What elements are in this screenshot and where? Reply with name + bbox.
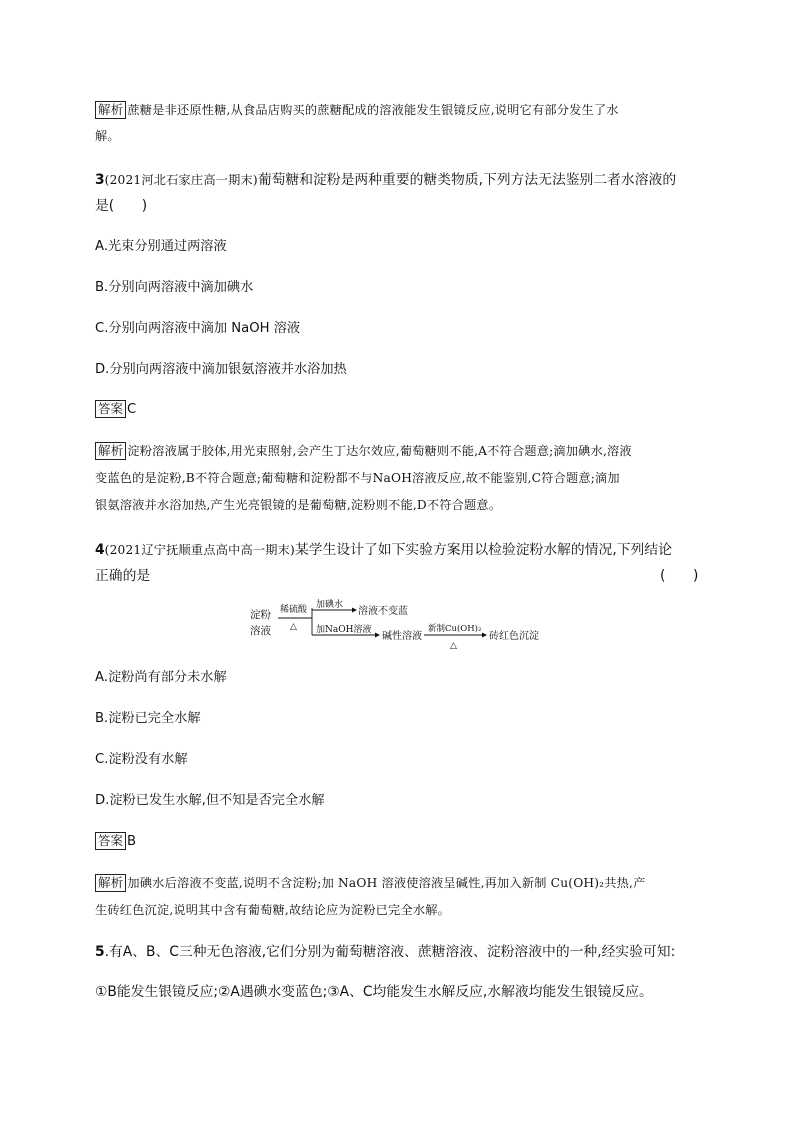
q4-answer: 答案 B xyxy=(95,832,136,852)
analysis-tag: 解析 xyxy=(95,442,126,460)
q4-option-a: A.淀粉尚有部分未水解 xyxy=(95,670,227,685)
reagent1-label: 稀硫酸 xyxy=(280,605,308,615)
q3-analysis-line3: 银氨溶液并水浴加热,产生光亮银镜的是葡萄糖,淀粉则不能,D不符合题意。 xyxy=(95,498,502,512)
arrow2-head xyxy=(352,608,357,613)
q3-stem-line1: 3(2021河北石家庄高一期末)葡萄糖和淀粉是两种重要的糖类物质,下列方法无法鉴别二者水溶液的 xyxy=(95,172,677,188)
q5-stem-line2: ①B能发生银镜反应;②A遇碘水变蓝色;③A、C均能发生水解反应,水解液均能发生银镜反应。 xyxy=(95,984,653,1000)
branch2-result: 碱性溶液 xyxy=(382,631,422,642)
q4-analysis-line2: 生砖红色沉淀,说明其中含有葡萄糖,故结论应为淀粉已完全水解。 xyxy=(95,903,450,917)
arrow4-head xyxy=(482,633,487,638)
q4-analysis-line1: 解析 加碘水后溶液不变蓝,说明不含淀粉;加 NaOH 溶液使溶液呈碱性,再加入新制 Cu(OH)₂共热,产 xyxy=(95,873,646,893)
experiment-flow-diagram xyxy=(248,598,548,656)
q3-answer: 答案 C xyxy=(95,400,136,420)
q5-stem-line1: 5.有A、B、C三种无色溶液,它们分别为葡萄糖溶液、蔗糖溶液、淀粉溶液中的一种,经实验可知: xyxy=(95,944,676,960)
q4-option-b: B.淀粉已完全水解 xyxy=(95,711,201,726)
q3-stem-line2: 是( ) xyxy=(95,198,148,214)
cond1-label: △ xyxy=(290,622,297,632)
q3-option-d: D.分别向两溶液中滴加银氨溶液并水浴加热 xyxy=(95,362,347,377)
start-label-bottom: 溶液 xyxy=(250,625,271,637)
branch2-reagent: 加NaOH溶液 xyxy=(316,625,372,635)
q3-source: (2021河北石家庄高一期末) xyxy=(104,173,258,187)
final-result: 砖红色沉淀 xyxy=(489,631,539,642)
q4-stem-line2: 正确的是 ( ) xyxy=(95,568,699,584)
q3-option-c: C.分别向两溶液中滴加 NaOH 溶液 xyxy=(95,321,301,336)
q3-option-a: A.光束分别通过两溶液 xyxy=(95,239,227,254)
q3-analysis-line2: 变蓝色的是淀粉,B不符合题意;葡萄糖和淀粉都不与NaOH溶液反应,故不能鉴别,C符合题意;滴加 xyxy=(95,471,620,485)
q2-analysis-line1: 解析 蔗糖是非还原性糖,从食品店购买的蔗糖配成的溶液能发生银镜反应,说明它有部分发生了水 xyxy=(95,100,619,120)
cond3-label: △ xyxy=(450,641,457,651)
answer-blank: ( ) xyxy=(660,568,699,584)
q3-option-b: B.分别向两溶液中滴加碘水 xyxy=(95,280,254,295)
branch1-result: 溶液不变蓝 xyxy=(358,606,408,617)
q4-stem-line1: 4(2021辽宁抚顺重点高中高一期末)某学生设计了如下实验方案用以检验淀粉水解的情况,下列结论 xyxy=(95,542,672,558)
q2-analysis-line2: 解。 xyxy=(95,129,120,143)
reagent3-label: 新制Cu(OH)₂ xyxy=(428,624,482,634)
q3-analysis-line1: 解析 淀粉溶液属于胶体,用光束照射,会产生丁达尔效应,葡萄糖则不能,A不符合题意;滴加碘水,溶液 xyxy=(95,441,632,461)
analysis-tag: 解析 xyxy=(95,101,126,119)
q4-source: (2021辽宁抚顺重点高中高一期末) xyxy=(104,543,295,557)
answer-tag: 答案 xyxy=(95,832,126,850)
answer-tag: 答案 xyxy=(95,400,126,418)
start-label-top: 淀粉 xyxy=(250,609,271,621)
branch1-reagent: 加碘水 xyxy=(316,600,344,610)
arrow3-head xyxy=(375,633,380,638)
analysis-tag: 解析 xyxy=(95,874,126,892)
q4-option-c: C.淀粉没有水解 xyxy=(95,752,188,767)
q4-option-d: D.淀粉已发生水解,但不知是否完全水解 xyxy=(95,793,325,808)
